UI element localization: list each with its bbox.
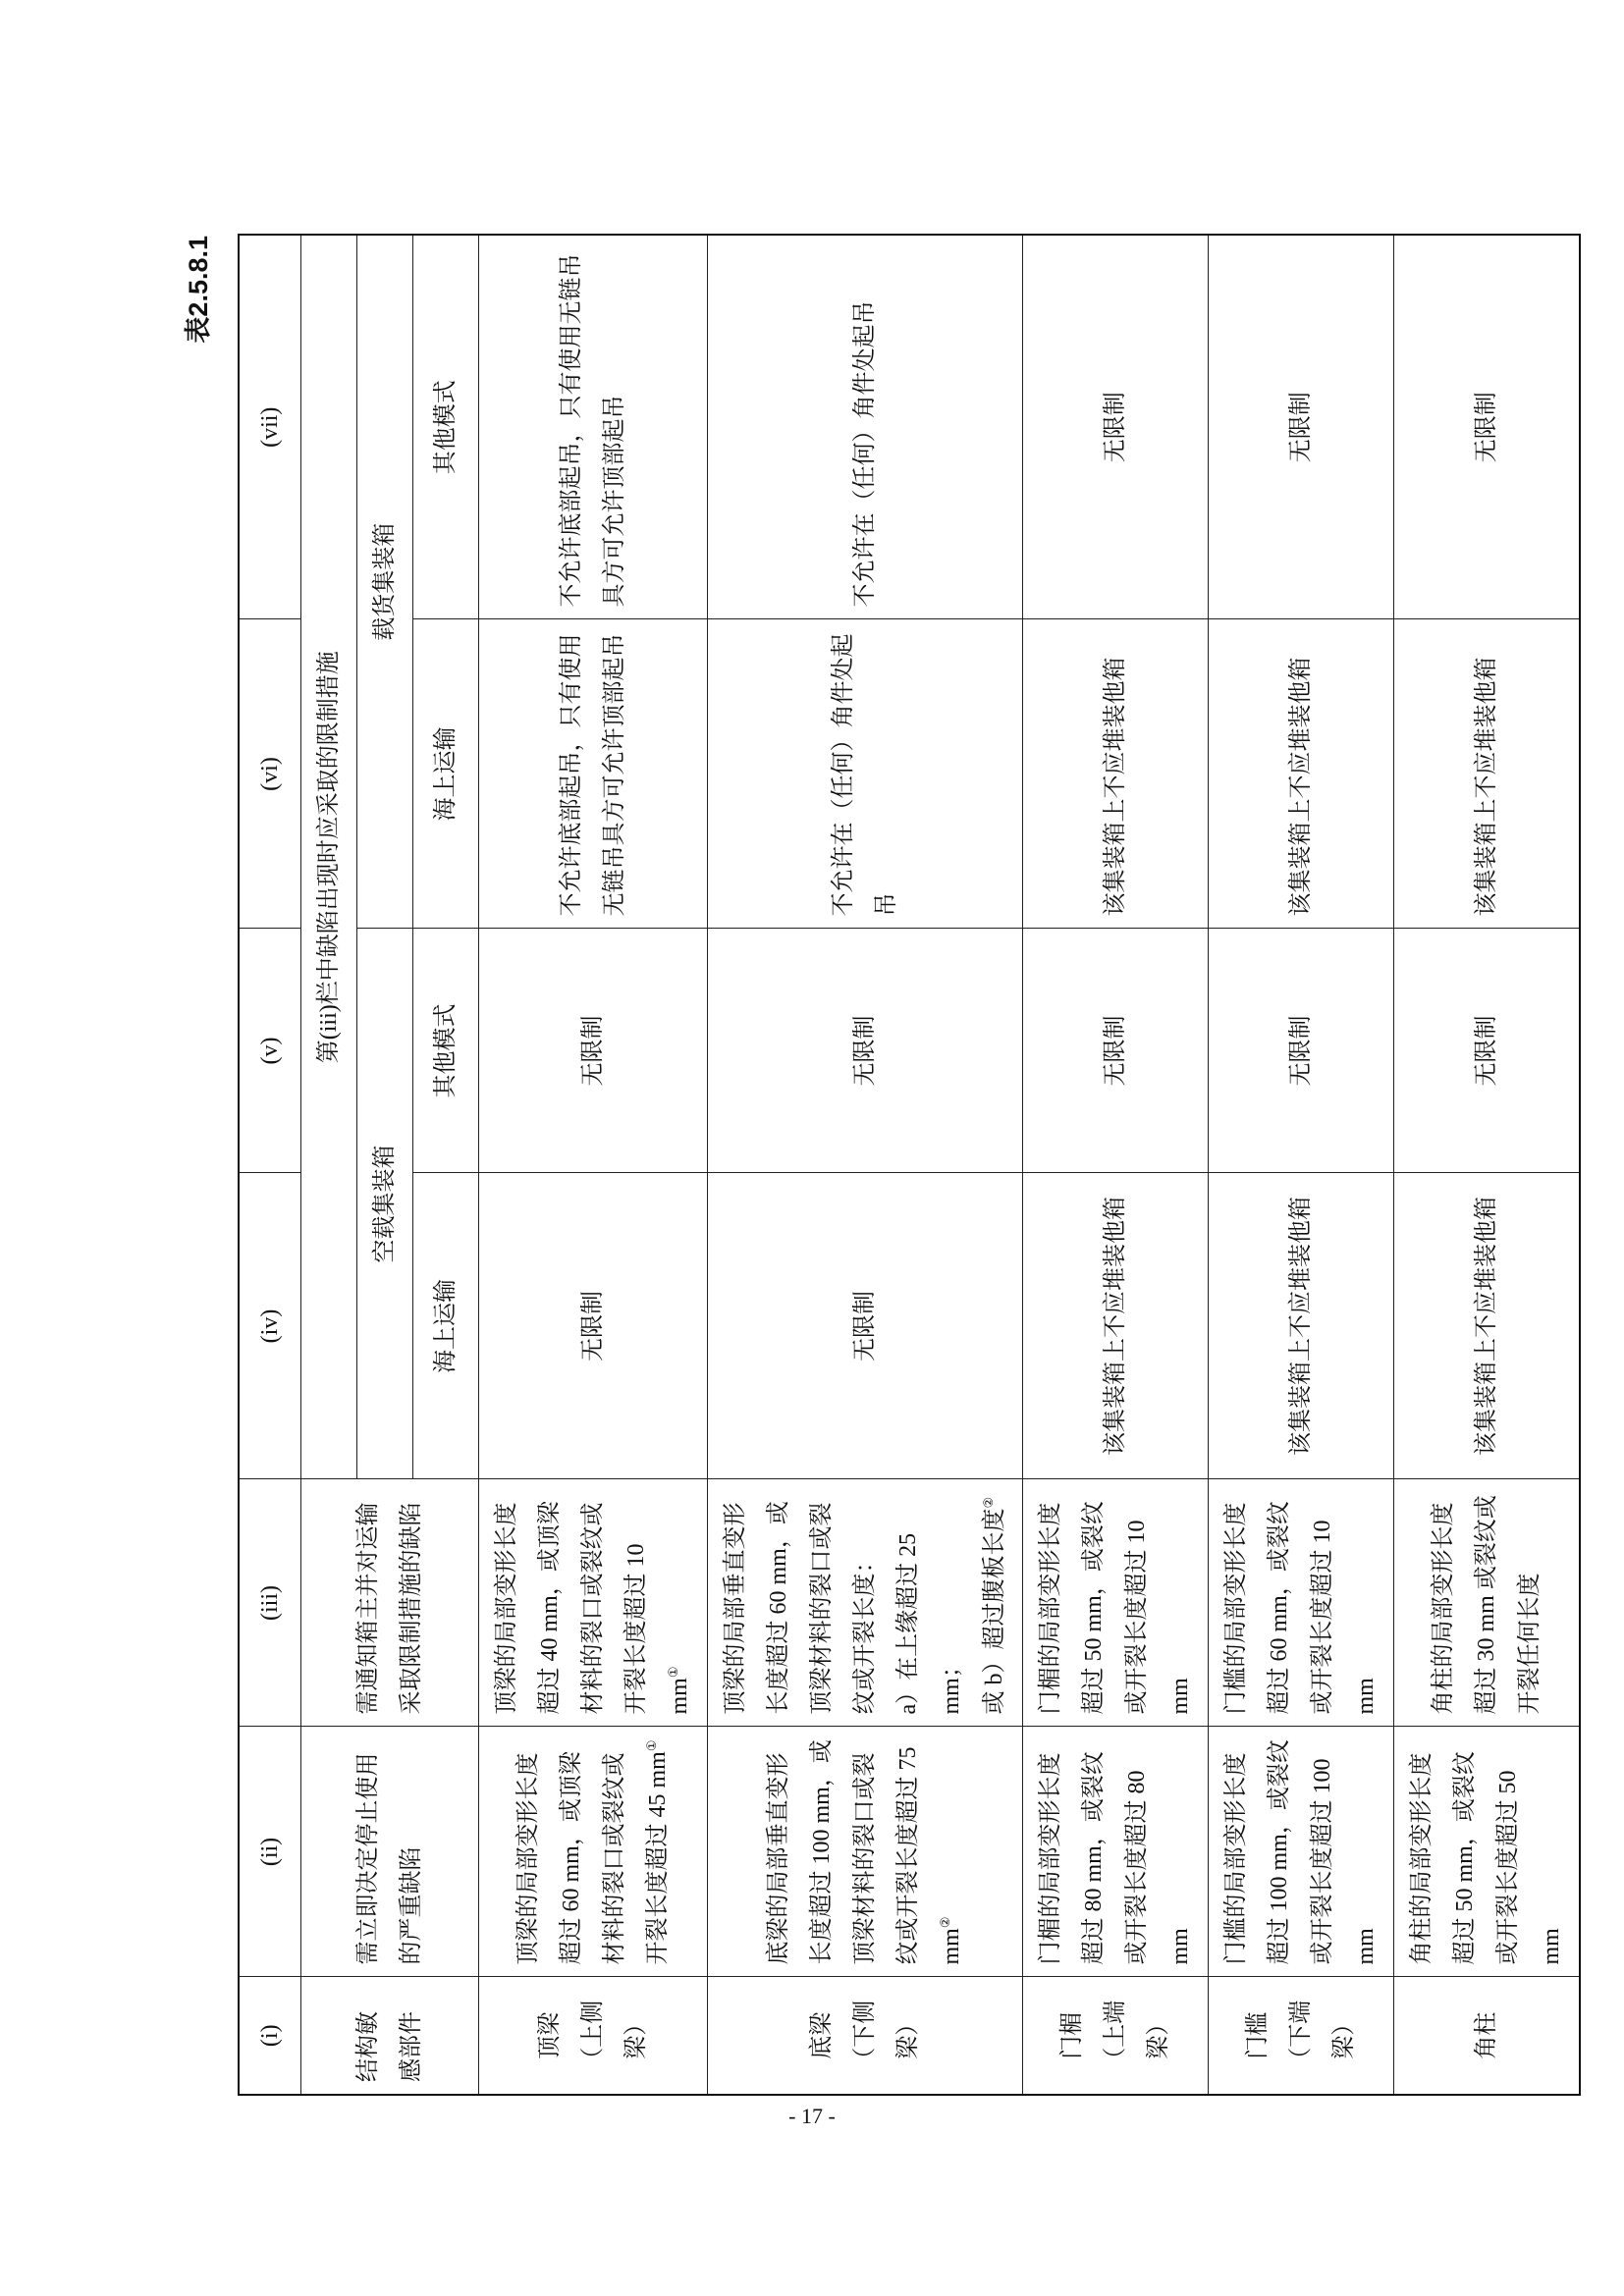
loaded-sea-cell: 该集装箱上不应堆装他箱 [1393, 619, 1580, 929]
loaded-sea-cell: 该集装箱上不应堆装他箱 [1022, 619, 1208, 929]
loaded-other-cell: 无限制 [1208, 235, 1393, 619]
col-number-iii: (iii) [239, 1479, 300, 1727]
header-serious-defect: 需立即决定停止使用的严重缺陷 [300, 1727, 478, 1977]
rotated-table-container [184, 236, 1564, 2096]
empty-sea-cell: 该集装箱上不应堆装他箱 [1393, 1173, 1580, 1479]
header-row-numbers [239, 235, 300, 2095]
col-number-vii: (vii) [239, 235, 300, 619]
empty-other-cell: 无限制 [707, 929, 1022, 1173]
defect-restriction-table [238, 234, 1581, 2096]
table-row [1393, 235, 1580, 2095]
header-sea-transport-empty: 海上运输 [412, 1173, 478, 1479]
loaded-other-cell: 不允许底部起吊，只有使用无链吊具方可允许顶部起吊 [478, 235, 707, 619]
header-row-group [300, 235, 356, 2095]
empty-sea-cell: 该集装箱上不应堆装他箱 [1208, 1173, 1393, 1479]
col-number-iv: (iv) [239, 1173, 300, 1479]
loaded-other-cell: 不允许在（任何）角件处起吊 [707, 235, 1022, 619]
header-other-modes-loaded: 其他模式 [412, 235, 478, 619]
loaded-sea-cell: 不允许在（任何）角件处起吊 [707, 619, 1022, 929]
empty-sea-cell: 无限制 [707, 1173, 1022, 1479]
col-number-ii: (ii) [239, 1727, 300, 1977]
loaded-other-cell: 无限制 [1393, 235, 1580, 619]
header-loaded-container: 载货集装箱 [356, 235, 412, 929]
serious-defect-cell: 门楣的局部变形长度超过 80 mm，或裂纹或开裂长度超过 80 mm [1022, 1727, 1208, 1977]
empty-other-cell: 无限制 [1393, 929, 1580, 1173]
col-number-i: (i) [239, 1977, 300, 2095]
notify-defect-cell: 门槛的局部变形长度超过 60 mm，或裂纹或开裂长度超过 10 mm [1208, 1479, 1393, 1727]
component-cell: 底梁（下侧梁） [707, 1977, 1022, 2095]
header-empty-container: 空载集装箱 [356, 929, 412, 1479]
serious-defect-cell: 门槛的局部变形长度超过 100 mm，或裂纹或开裂长度超过 100 mm [1208, 1727, 1393, 1977]
notify-defect-cell: 角柱的局部变形长度超过 30 mm 或裂纹或开裂任何长度 [1393, 1479, 1580, 1727]
table-row [707, 235, 1022, 2095]
table-row [478, 235, 707, 2095]
table-row [1022, 235, 1208, 2095]
empty-sea-cell: 无限制 [478, 1173, 707, 1479]
component-cell: 顶梁（上侧梁） [478, 1977, 707, 2095]
serious-defect-cell: 顶梁的局部变形长度超过 60 mm，或顶梁材料的裂口或裂纹或开裂长度超过 45 mm① [478, 1727, 707, 1977]
component-cell: 门槛（下端梁） [1208, 1977, 1393, 2095]
header-notify-owner-defect: 需通知箱主并对运输采取限制措施的缺陷 [300, 1479, 478, 1727]
empty-other-cell: 无限制 [1208, 929, 1393, 1173]
serious-defect-cell: 底梁的局部垂直变形长度超过 100 mm，或顶梁材料的裂口或裂纹或开裂长度超过 75 mm② [707, 1727, 1022, 1977]
header-other-modes-empty: 其他模式 [412, 929, 478, 1173]
col-number-vi: (vi) [239, 619, 300, 929]
loaded-other-cell: 无限制 [1022, 235, 1208, 619]
loaded-sea-cell: 该集装箱上不应堆装他箱 [1208, 619, 1393, 929]
col-number-v: (v) [239, 929, 300, 1173]
empty-other-cell: 无限制 [1022, 929, 1208, 1173]
notify-defect-cell: 顶梁的局部变形长度超过 40 mm，或顶梁材料的裂口或裂纹或开裂长度超过 10 mm① [478, 1479, 707, 1727]
empty-sea-cell: 该集装箱上不应堆装他箱 [1022, 1173, 1208, 1479]
table-caption: 表2.5.8.1 [184, 236, 213, 344]
component-cell: 角柱 [1393, 1977, 1580, 2095]
serious-defect-cell: 角柱的局部变形长度超过 50 mm，或裂纹或开裂长度超过 50 mm [1393, 1727, 1580, 1977]
loaded-sea-cell: 不允许底部起吊，只有使用无链吊具方可允许顶部起吊 [478, 619, 707, 929]
notify-defect-cell: 门楣的局部变形长度超过 50 mm，或裂纹或开裂长度超过 10 mm [1022, 1479, 1208, 1727]
header-restriction-measures: 第(iii)栏中缺陷出现时应采取的限制措施 [300, 235, 356, 1479]
page-number: - 17 - [788, 2104, 836, 2128]
header-sea-transport-loaded: 海上运输 [412, 619, 478, 929]
table-row [1208, 235, 1393, 2095]
notify-defect-cell: 顶梁的局部垂直变形长度超过 60 mm，或顶梁材料的裂口或裂纹或开裂长度： a）在上缘超过 25 mm； 或 b）超过腹板长度② [707, 1479, 1022, 1727]
component-cell: 门楣（上端梁） [1022, 1977, 1208, 2095]
empty-other-cell: 无限制 [478, 929, 707, 1173]
header-structural-component: 结构敏感部件 [300, 1977, 478, 2095]
